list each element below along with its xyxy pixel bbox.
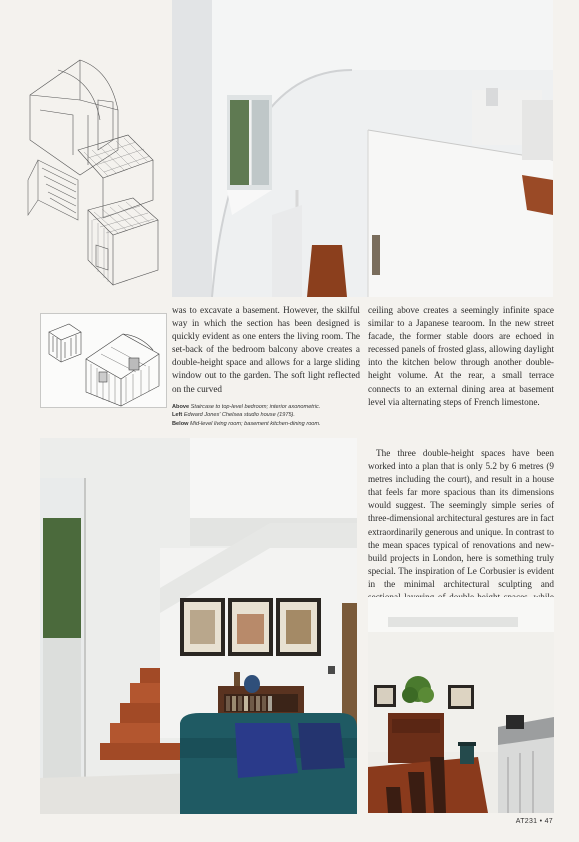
caption-text: Edward Jones' Chelsea studio house (1975). bbox=[183, 412, 295, 419]
small-axonometric-drawing bbox=[40, 313, 167, 408]
axonometric-drawing-top bbox=[18, 40, 168, 300]
page-folio: AT231 • 47 bbox=[515, 818, 553, 825]
caption-below bbox=[172, 420, 362, 428]
caption-left bbox=[172, 411, 362, 419]
caption-label: Left bbox=[172, 412, 183, 419]
kitchen-dining-photo bbox=[368, 597, 554, 813]
caption-above bbox=[172, 403, 362, 411]
paragraph: The three double-height spaces have been worked into a plan that is only 5.2 by 6 metres (9 metres including the court), and result in a house that feels far more spacious than its dimensions would suggest. The seemingly simple series of three-dimensional architectural gestures are in fact extraordinarily generous and unique. In contrast to the mean spaces typical of renovations and new-build projects in London, here is something truly special. The inspiration of Le Corbusier is evident in the minimal architectural sculpting and bbox=[368, 448, 554, 589]
caption-label: Above bbox=[172, 404, 190, 410]
paragraph: ceiling above creates a seemingly infinite space similar to a Japanese tearoom. In the new street facade, the former stable doors are echoed in recessed panels of frosted glass, allowing daylight into the kitchen below through another double-height volume. At the rear, a small terrace connects to an external dining area at basement level via alternating steps of French limestone. bbox=[368, 305, 554, 407]
living-room-photo bbox=[40, 438, 357, 814]
body-text-column-right-bottom bbox=[368, 447, 554, 617]
caption-label: Below bbox=[172, 420, 189, 427]
body-text-column-right-top bbox=[368, 304, 554, 409]
body-text-column-left bbox=[172, 304, 360, 396]
staircase-photo bbox=[172, 0, 553, 297]
image-captions bbox=[172, 403, 362, 428]
caption-text: Staircase to top-level bedroom; interior axonometric. bbox=[190, 404, 321, 410]
caption-text: Mid-level living room; basement kitchen-dining room. bbox=[190, 420, 321, 427]
paragraph: was to excavate a basement. However, the skilful way in which the section has been designed is quickly evident as one enters the living room. The set-back of the bedroom balcony above creates a double-height space and allows for a large sliding window out to the garden. The soft light reflected on the curved bbox=[172, 305, 360, 394]
